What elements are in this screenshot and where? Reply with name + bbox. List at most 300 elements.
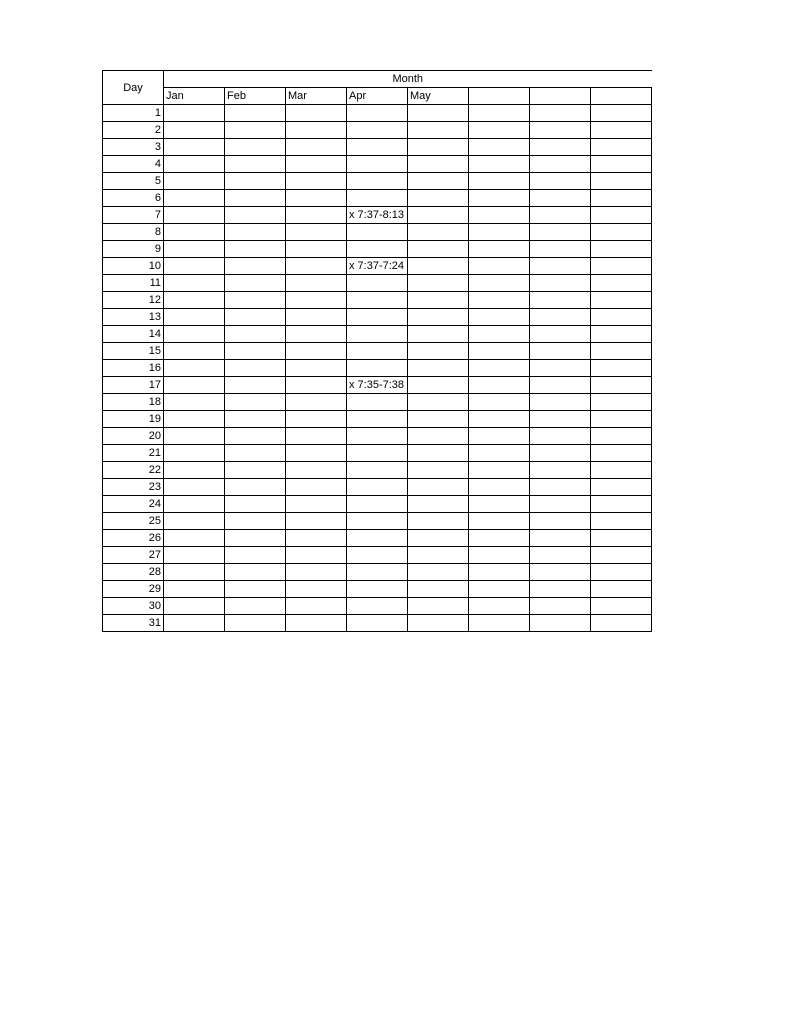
day-row [103,241,652,258]
day-row [103,173,652,190]
day-cell[interactable] [469,360,530,377]
day-cell[interactable] [591,173,652,190]
day-number: 16 [103,360,164,377]
day-cell[interactable] [225,224,286,241]
day-cell[interactable] [530,598,591,615]
day-number: 13 [103,309,164,326]
day-cell[interactable] [164,530,225,547]
day-cell[interactable] [164,139,225,156]
day-number: 11 [103,275,164,292]
header-row-top [103,71,652,88]
day-cell[interactable] [469,513,530,530]
day-cell[interactable] [164,292,225,309]
day-number: 31 [103,615,164,632]
day-entry-cell[interactable]: x 7:35-7:38 [347,377,408,394]
day-cell[interactable] [286,139,347,156]
day-cell[interactable] [469,598,530,615]
month-header: Month [164,71,652,88]
month-names-row [103,88,652,105]
day-row [103,411,652,428]
day-number: 15 [103,343,164,360]
day-cell[interactable] [164,547,225,564]
day-row [103,343,652,360]
day-cell[interactable] [408,513,469,530]
day-cell[interactable] [530,530,591,547]
day-row [103,360,652,377]
day-cell[interactable] [408,615,469,632]
day-cell[interactable] [286,564,347,581]
day-cell[interactable] [286,462,347,479]
day-cell[interactable] [408,309,469,326]
day-entry-cell[interactable]: x 7:37-7:24 [347,258,408,275]
day-cell[interactable] [408,598,469,615]
day-cell[interactable] [530,462,591,479]
day-cell[interactable] [225,309,286,326]
day-cell[interactable] [347,428,408,445]
day-cell[interactable] [225,377,286,394]
day-cell[interactable] [286,258,347,275]
day-cell[interactable] [286,241,347,258]
day-cell[interactable] [591,479,652,496]
day-cell[interactable] [530,224,591,241]
day-cell[interactable] [530,581,591,598]
day-cell[interactable] [347,224,408,241]
day-cell[interactable] [286,105,347,122]
day-cell[interactable] [530,207,591,224]
day-cell[interactable] [225,530,286,547]
day-cell[interactable] [469,377,530,394]
day-cell[interactable] [591,564,652,581]
day-cell[interactable] [164,428,225,445]
day-cell[interactable] [469,411,530,428]
day-cell[interactable] [164,462,225,479]
day-cell[interactable] [591,224,652,241]
day-cell[interactable] [164,496,225,513]
month-column-header: Jan [164,88,225,105]
day-cell[interactable] [164,122,225,139]
day-cell[interactable] [225,445,286,462]
day-cell[interactable] [408,292,469,309]
day-cell[interactable] [408,343,469,360]
day-cell[interactable] [347,513,408,530]
day-cell[interactable] [469,496,530,513]
day-cell[interactable] [469,615,530,632]
day-cell[interactable] [591,377,652,394]
day-cell[interactable] [469,428,530,445]
day-cell[interactable] [225,411,286,428]
day-number: 21 [103,445,164,462]
day-cell[interactable] [591,428,652,445]
day-cell[interactable] [286,615,347,632]
day-cell[interactable] [469,275,530,292]
day-cell[interactable] [286,513,347,530]
day-cell[interactable] [408,139,469,156]
day-cell[interactable] [591,122,652,139]
day-cell[interactable] [286,547,347,564]
day-cell[interactable] [530,139,591,156]
day-cell[interactable] [164,309,225,326]
day-cell[interactable] [164,411,225,428]
day-cell[interactable] [225,343,286,360]
day-cell[interactable] [530,394,591,411]
day-cell[interactable] [530,564,591,581]
day-number: 28 [103,564,164,581]
day-cell[interactable] [347,479,408,496]
day-cell[interactable] [225,462,286,479]
day-cell[interactable] [591,615,652,632]
day-cell[interactable] [408,156,469,173]
day-cell[interactable] [347,139,408,156]
day-cell[interactable] [469,445,530,462]
month-column-header: Apr [347,88,408,105]
day-cell[interactable] [347,547,408,564]
day-number: 12 [103,292,164,309]
day-cell[interactable] [591,241,652,258]
month-column-header [530,88,591,105]
day-number: 7 [103,207,164,224]
day-cell[interactable] [347,411,408,428]
day-cell[interactable] [530,479,591,496]
day-cell[interactable] [591,309,652,326]
month-column-header [591,88,652,105]
day-cell[interactable] [347,360,408,377]
day-row [103,445,652,462]
day-cell[interactable] [469,224,530,241]
day-number: 1 [103,105,164,122]
day-cell[interactable] [591,258,652,275]
day-cell[interactable] [164,360,225,377]
day-cell[interactable] [225,428,286,445]
day-cell[interactable] [164,445,225,462]
day-cell[interactable] [225,173,286,190]
day-cell[interactable] [347,564,408,581]
day-number: 9 [103,241,164,258]
day-cell[interactable] [469,173,530,190]
day-cell[interactable] [530,496,591,513]
day-cell[interactable] [347,598,408,615]
day-cell[interactable] [164,190,225,207]
day-cell[interactable] [164,581,225,598]
day-cell[interactable] [225,122,286,139]
day-cell[interactable] [591,496,652,513]
day-number: 18 [103,394,164,411]
day-cell[interactable] [408,105,469,122]
day-cell[interactable] [225,275,286,292]
day-cell[interactable] [530,258,591,275]
day-cell[interactable] [469,139,530,156]
day-cell[interactable] [286,275,347,292]
day-cell[interactable] [591,190,652,207]
day-cell[interactable] [347,496,408,513]
day-cell[interactable] [225,292,286,309]
day-cell[interactable] [530,105,591,122]
day-cell[interactable] [286,377,347,394]
day-cell[interactable] [164,241,225,258]
day-cell[interactable] [530,547,591,564]
day-number: 24 [103,496,164,513]
day-number: 3 [103,139,164,156]
day-cell[interactable] [164,105,225,122]
day-row [103,428,652,445]
day-row [103,581,652,598]
day-row [103,258,652,275]
day-cell[interactable] [530,292,591,309]
day-cell[interactable] [225,598,286,615]
day-row [103,105,652,122]
day-cell[interactable] [591,207,652,224]
day-cell[interactable] [530,360,591,377]
day-cell[interactable] [225,326,286,343]
day-cell[interactable] [286,496,347,513]
day-number: 20 [103,428,164,445]
day-cell[interactable] [469,190,530,207]
day-row [103,615,652,632]
day-cell[interactable] [408,496,469,513]
day-cell[interactable] [469,462,530,479]
day-cell[interactable] [408,377,469,394]
day-cell[interactable] [286,360,347,377]
day-cell[interactable] [225,479,286,496]
day-cell[interactable] [469,292,530,309]
day-cell[interactable] [408,479,469,496]
day-cell[interactable] [347,190,408,207]
day-cell[interactable] [530,326,591,343]
day-cell[interactable] [286,122,347,139]
day-cell[interactable] [286,394,347,411]
day-cell[interactable] [347,156,408,173]
day-cell[interactable] [347,615,408,632]
day-cell[interactable] [530,190,591,207]
day-cell[interactable] [408,224,469,241]
day-cell[interactable] [286,207,347,224]
day-number: 5 [103,173,164,190]
day-cell[interactable] [408,394,469,411]
day-cell[interactable] [469,343,530,360]
day-cell[interactable] [469,258,530,275]
day-cell[interactable] [164,479,225,496]
day-cell[interactable] [225,360,286,377]
day-cell[interactable] [408,581,469,598]
day-cell[interactable] [591,292,652,309]
day-cell[interactable] [286,326,347,343]
day-number: 14 [103,326,164,343]
day-row [103,275,652,292]
day-cell[interactable] [164,207,225,224]
day-number: 26 [103,530,164,547]
day-cell[interactable] [530,343,591,360]
day-cell[interactable] [286,411,347,428]
day-cell[interactable] [286,224,347,241]
day-cell[interactable] [530,173,591,190]
day-cell[interactable] [225,207,286,224]
day-cell[interactable] [164,326,225,343]
day-cell[interactable] [347,309,408,326]
day-cell[interactable] [225,496,286,513]
day-cell[interactable] [408,564,469,581]
day-cell[interactable] [408,122,469,139]
day-cell[interactable] [347,173,408,190]
day-cell[interactable] [469,479,530,496]
day-cell[interactable] [469,326,530,343]
day-cell[interactable] [225,547,286,564]
day-cell[interactable] [286,173,347,190]
day-cell[interactable] [408,326,469,343]
day-cell[interactable] [591,105,652,122]
day-cell[interactable] [225,394,286,411]
day-cell[interactable] [164,394,225,411]
day-cell[interactable] [225,241,286,258]
day-number: 8 [103,224,164,241]
day-cell[interactable] [164,224,225,241]
day-cell[interactable] [591,530,652,547]
day-cell[interactable] [225,564,286,581]
day-cell[interactable] [347,462,408,479]
day-cell[interactable] [225,139,286,156]
day-number: 6 [103,190,164,207]
day-cell[interactable] [408,173,469,190]
day-cell[interactable] [530,156,591,173]
day-cell[interactable] [530,241,591,258]
day-cell[interactable] [469,581,530,598]
month-column-header [469,88,530,105]
day-row [103,377,652,394]
day-entry-cell[interactable]: x 7:37-8:13 [347,207,408,224]
day-cell[interactable] [591,156,652,173]
day-number: 29 [103,581,164,598]
day-cell[interactable] [225,105,286,122]
day-cell[interactable] [591,462,652,479]
day-cell[interactable] [225,513,286,530]
day-number: 30 [103,598,164,615]
day-cell[interactable] [286,292,347,309]
day-cell[interactable] [469,564,530,581]
day-cell[interactable] [164,513,225,530]
day-row [103,598,652,615]
day-cell[interactable] [164,275,225,292]
day-cell[interactable] [591,326,652,343]
day-cell[interactable] [530,122,591,139]
day-cell[interactable] [591,445,652,462]
day-cell[interactable] [286,530,347,547]
day-cell[interactable] [469,105,530,122]
day-cell[interactable] [408,445,469,462]
day-cell[interactable] [164,343,225,360]
day-cell[interactable] [347,105,408,122]
day-cell[interactable] [347,530,408,547]
day-cell[interactable] [408,547,469,564]
day-cell[interactable] [286,445,347,462]
day-row [103,139,652,156]
day-cell[interactable] [591,394,652,411]
day-cell[interactable] [164,173,225,190]
day-cell[interactable] [164,564,225,581]
day-cell[interactable] [408,360,469,377]
day-cell[interactable] [469,122,530,139]
day-cell[interactable] [164,377,225,394]
day-row [103,547,652,564]
day-cell[interactable] [469,207,530,224]
day-row [103,462,652,479]
day-cell[interactable] [408,258,469,275]
day-cell[interactable] [408,275,469,292]
day-cell[interactable] [408,241,469,258]
day-cell[interactable] [225,615,286,632]
day-cell[interactable] [286,479,347,496]
day-cell[interactable] [591,598,652,615]
day-cell[interactable] [347,122,408,139]
day-cell[interactable] [591,411,652,428]
day-cell[interactable] [530,445,591,462]
day-cell[interactable] [591,343,652,360]
day-cell[interactable] [225,190,286,207]
day-cell[interactable] [408,411,469,428]
day-cell[interactable] [286,156,347,173]
day-cell[interactable] [286,343,347,360]
day-cell[interactable] [591,547,652,564]
day-cell[interactable] [347,292,408,309]
day-cell[interactable] [347,343,408,360]
day-row [103,122,652,139]
day-cell[interactable] [530,615,591,632]
day-cell[interactable] [469,394,530,411]
day-cell[interactable] [591,513,652,530]
day-cell[interactable] [591,275,652,292]
day-cell[interactable] [347,394,408,411]
day-cell[interactable] [347,241,408,258]
day-cell[interactable] [225,156,286,173]
day-number: 17 [103,377,164,394]
day-header: Day [103,71,164,105]
day-cell[interactable] [347,445,408,462]
day-cell[interactable] [530,275,591,292]
day-row [103,156,652,173]
day-cell[interactable] [347,326,408,343]
day-cell[interactable] [469,241,530,258]
day-cell[interactable] [286,581,347,598]
day-cell[interactable] [530,428,591,445]
day-cell[interactable] [591,360,652,377]
day-cell[interactable] [408,530,469,547]
day-cell[interactable] [286,598,347,615]
day-cell[interactable] [530,411,591,428]
day-cell[interactable] [530,377,591,394]
day-cell[interactable] [469,156,530,173]
day-cell[interactable] [408,190,469,207]
day-cell[interactable] [164,598,225,615]
day-cell[interactable] [408,462,469,479]
day-cell[interactable] [530,513,591,530]
day-cell[interactable] [164,156,225,173]
day-cell[interactable] [286,428,347,445]
day-cell[interactable] [347,581,408,598]
day-cell[interactable] [469,309,530,326]
day-cell[interactable] [347,275,408,292]
day-cell[interactable] [591,581,652,598]
day-cell[interactable] [408,428,469,445]
day-cell[interactable] [225,581,286,598]
day-cell[interactable] [225,258,286,275]
day-row [103,292,652,309]
day-cell[interactable] [164,615,225,632]
day-cell[interactable] [591,139,652,156]
day-cell[interactable] [164,258,225,275]
day-cell[interactable] [286,190,347,207]
day-cell[interactable] [286,309,347,326]
day-cell[interactable] [469,530,530,547]
day-cell[interactable] [408,207,469,224]
day-cell[interactable] [469,547,530,564]
day-cell[interactable] [530,309,591,326]
